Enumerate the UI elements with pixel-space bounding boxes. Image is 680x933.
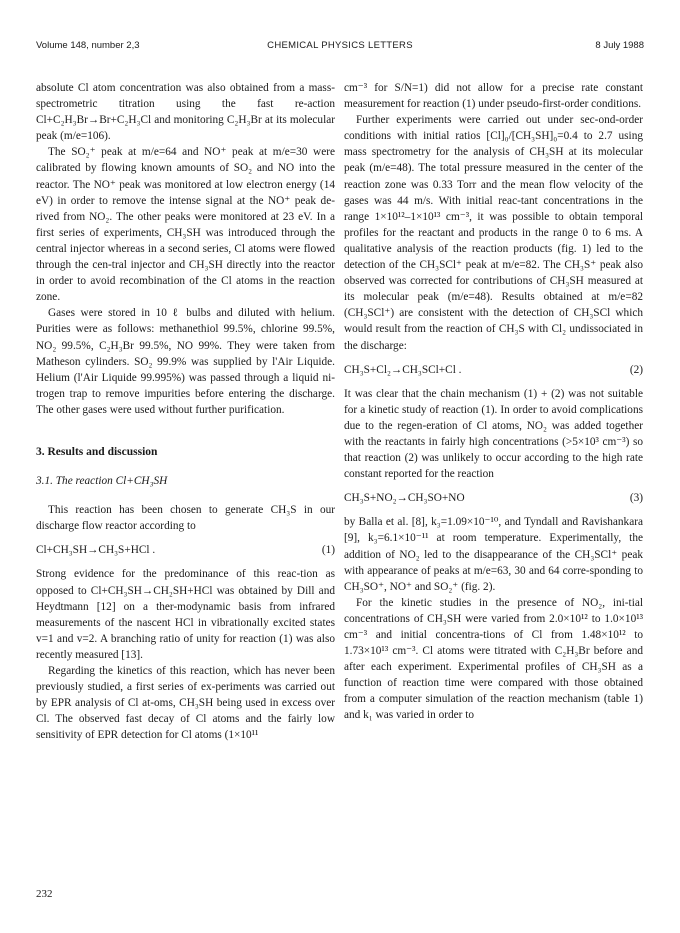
equation-3: [344, 490, 643, 506]
equation-text: CH₃S+Cl₂→CH₃SCl+Cl .: [344, 363, 462, 376]
paragraph: For the kinetic studies in the presence of NO₂, ini-tial concentrations of CH₃SH were varied from 2.0×10¹² to 1.0×10¹³ cm⁻³ and initial concentra-tions of Cl from 1.48×10¹² to 1.73×10¹³ cm⁻³. Cl atoms were titrated with C₂H₃Br before and after each experiment. Experimental profiles of CH₃SH as a function of reaction time were compared with those obtained from a computer simulation of the reaction mechanism (table 1) and k₁ was varied in order to: [344, 596, 643, 722]
equation-text: CH₃S+NO₂→CH₃SO+NO: [344, 492, 465, 505]
page-number: 232: [36, 888, 53, 900]
equation-1: [36, 542, 335, 558]
paragraph: Strong evidence for the predominance of this reac-tion as opposed to Cl+CH₃SH→CH₂SH+HCl was obtained by Dill and Heydtmann [12] on a ther-modynamic basis from infrared measurements of the nascent HCl in vibrationally excited states v=1 and v=2. A branching ratio of unity for reaction (1) was also recently measured [13].: [36, 568, 335, 661]
paragraph: cm⁻³ for S/N=1) did not allow for a precise rate constant measurement for reaction (1) under pseudo-first-order conditions.: [344, 82, 643, 111]
paragraph: by Balla et al. [8], k₃=1.09×10⁻¹⁰, and Tyndall and Ravishankara [9], k₃=6.1×10⁻¹¹ at room temperature. Experimentally, the addition of NO₂ led to the disappearance of the CH₃SCl⁺ peak with appearance of peaks at m/e=63, 30 and 64 corre-sponding to CH₃SO⁺, NO⁺ and SO₂⁺ (fig. 2).: [344, 516, 643, 593]
equation-number: (1): [321, 544, 335, 557]
paragraph: absolute Cl atom concentration was also obtained from a mass-spectrometric titration using the fast re-action Cl+C₂H₃Br→Br+C₂H₃Cl and monitoring C₂H₃Br at its molecular peak (m/e=106).: [36, 82, 335, 143]
section-heading: 3. Results and discussion: [36, 445, 158, 458]
equation-number: (3): [629, 492, 643, 505]
running-header: [36, 40, 644, 54]
volume-label: Volume 148, number 2,3: [36, 40, 140, 51]
issue-date: 8 July 1988: [595, 40, 644, 51]
paragraph: Further experiments were carried out under sec-ond-order conditions with initial ratios [Cl]₀/[CH₃SH]₀=0.4 to 2.7 using mass spectrometry for the analysis of CH₃SH at its molecular peak (m/e=48). The total pressure measured in the center of the reaction zone was 0.33 Torr and the mean flow velocity of the gases was 44 m/s. With initial reac-tant concentrations in the range 1×10¹²–1×10¹³ cm⁻³, it was possible to obtain temporal profiles for the reactant and products in the range 0 to 6 ms. A qualitative analysis of the reaction products (fig. 1) led to the detection of the CH₃SCl⁺ peak at m/e=82. The CH₃S⁺ peak also observed was corrected for contributions of CH₃SH measured at its molecular peak (m/e=48). Results obtained at m/e=82 (CH₃SCl⁺) are consistent with the detection of CH₃SCl which would result from the reaction of CH₃S with Cl₂ undissociated in the discharge:: [344, 114, 643, 352]
equation-2: [344, 362, 643, 378]
paragraph: The SO₂⁺ peak at m/e=64 and NO⁺ peak at m/e=30 were calibrated by flowing known amounts of SO₂ and NO into the reactor. The NO⁺ peak was monitored at low electron energy (14 eV) in order to remove the intense signal at the NO⁺ peak de-rived from NO₂. The other peaks were monitored at 23 eV. In a first series of experiments, CH₃SH was introduced through the central injector whereas in a second series, Cl atoms were flowed through the cen-tral injector and CH₃SH directly into the reactor in order to avoid recombination of the Cl atoms in the reaction zone.: [36, 146, 335, 304]
paragraph: It was clear that the chain mechanism (1) + (2) was not suitable for a kinetic study of reaction (1). In order to avoid complications due to the regen-eration of Cl atoms, NO₂ was added together with the reactants in fairly high concentrations (>5×10³ cm⁻³) so that reaction (2) was unlikely to occur according to the high rate constant reported for the reaction: [344, 387, 643, 481]
equation-number: (2): [629, 363, 643, 376]
equation-text: Cl+CH₃SH→CH₃S+HCl .: [36, 544, 156, 557]
paragraph: Regarding the kinetics of this reaction, which has never been previously studied, a first series of ex-periments was carried out by EPR analysis of Cl at-oms, CH₃SH being used in excess over Cl. The observed fast decay of Cl atoms and the fairly low sensitivity of EPR detection for Cl atoms (1×10¹¹: [36, 665, 335, 742]
paragraph: This reaction has been chosen to generate CH₃S in our discharge flow reactor according to: [36, 504, 335, 533]
left-column: [36, 80, 335, 743]
subsection-heading: 3.1. The reaction Cl+CH₃SH: [36, 475, 168, 488]
journal-title: CHEMICAL PHYSICS LETTERS: [267, 40, 413, 51]
paragraph: Gases were stored in 10 ℓ bulbs and diluted with helium. Purities were as follows: methanethiol 99.5%, chlorine 99.5%, NO₂ 99.5%, C₂H₃Br 99.5%, NO 99%. They were taken from Matheson cylinders. SO₂ 99.9% was supplied by l'Air Liquide. Helium (l'Air Liquide 99.995%) was passed through a liquid ni-trogen trap to remove impurities before entering the discharge. The other gases were used without further purification.: [36, 307, 335, 416]
right-column: [344, 80, 643, 724]
